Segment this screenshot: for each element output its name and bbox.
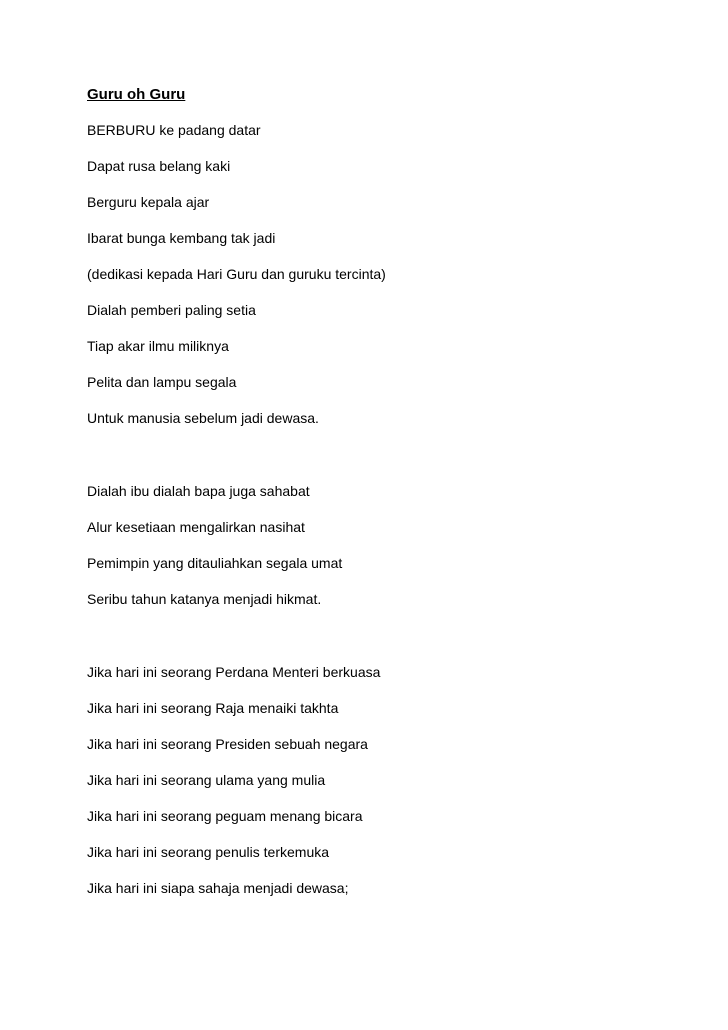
poem-line: Alur kesetiaan mengalirkan nasihat [87,519,305,535]
poem-line: Jika hari ini seorang peguam menang bicara [87,808,363,824]
poem-line: Pemimpin yang ditauliahkan segala umat [87,555,343,571]
poem-line: Jika hari ini seorang penulis terkemuka [87,844,330,860]
poem-line: BERBURU ke padang datar [87,122,261,138]
stanza-spacer [87,627,687,664]
poem-line: Jika hari ini siapa sahaja menjadi dewasa; [87,880,349,896]
poem-line: Untuk manusia sebelum jadi dewasa. [87,410,319,426]
poem-body [87,86,687,916]
poem-line: Jika hari ini seorang Raja menaiki takhta [87,700,339,716]
stanza-1 [87,122,687,427]
poem-line: Dapat rusa belang kaki [87,158,231,174]
dedication-line: (dedikasi kepada Hari Guru dan guruku tercinta) [87,266,386,282]
poem-line: Berguru kepala ajar [87,194,210,210]
poem-line: Dialah ibu dialah bapa juga sahabat [87,483,310,499]
poem-line: Dialah pemberi paling setia [87,302,256,318]
stanza-3 [87,664,687,897]
poem-line: Jika hari ini seorang Presiden sebuah negara [87,736,368,752]
poem-line: Pelita dan lampu segala [87,374,237,390]
poem-line: Jika hari ini seorang Perdana Menteri berkuasa [87,664,381,680]
poem-line: Tiap akar ilmu miliknya [87,338,229,354]
stanza-2 [87,483,687,608]
poem-line: Seribu tahun katanya menjadi hikmat. [87,591,322,607]
stanza-spacer [87,446,687,483]
poem-title: Guru oh Guru [87,86,186,103]
poem-line: Jika hari ini seorang ulama yang mulia [87,772,326,788]
poem-line: Ibarat bunga kembang tak jadi [87,230,276,246]
